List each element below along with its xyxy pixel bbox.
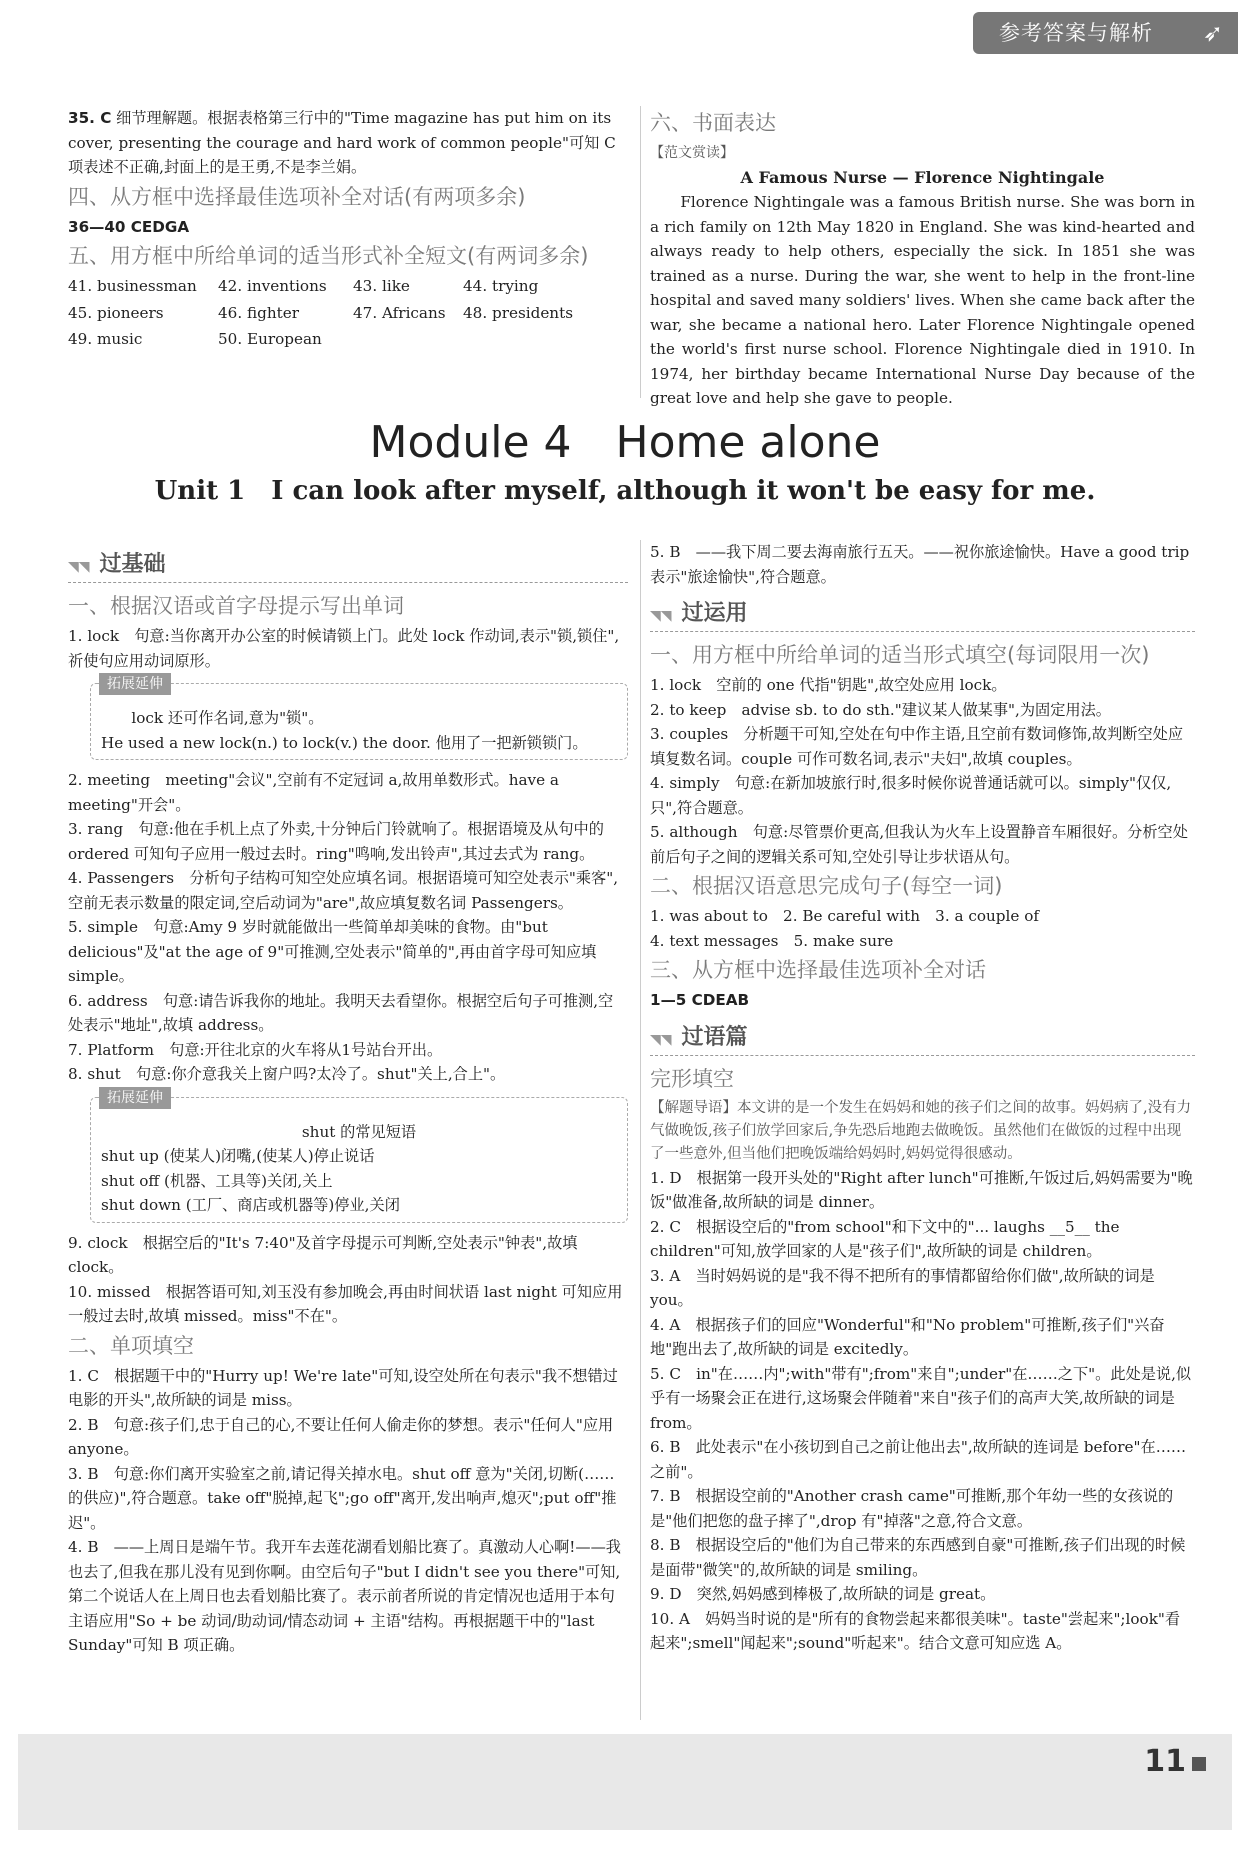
answer-item: 2. to keep advise sb. to do sth."建议某人做某事",为固定用法。 (650, 700, 1111, 719)
section-5-heading: 五、用方框中所给单词的适当形式补全短文(有两词多余) (68, 244, 589, 268)
extension-box (90, 676, 628, 760)
extension-box (90, 1089, 628, 1223)
answer-item: 3. A 当时妈妈说的是"我不得不把所有的事情都留给你们做",故所缺的词是 you。 (650, 1266, 1155, 1309)
chevron-icon: ◥◥ (68, 559, 90, 575)
chevron-icon: ◥◥ (650, 608, 672, 624)
answer-36-40: 36—40 CEDGA (68, 217, 190, 236)
extension-line: shut up (使某人)闭嘴,(使某人)停止说话 (101, 1147, 375, 1165)
answer-item: 3. rang 句意:他在手机上点了外卖,十分钟后门铃就响了。根据语境及从句中的 ordered 可知句子应用一般过去时。ring"鸣响,发出铃声",其过去式为 rang。 (68, 820, 604, 863)
column-divider (640, 540, 641, 1720)
answer-item: 4. A 根据孩子们的回应"Wonderful"和"No problem"可推断,孩子们"兴奋地"跑出去了,故所缺的词是 excitedly。 (650, 1315, 1165, 1358)
answer-item: 4. simply 句意:在新加坡旅行时,很多时候你说普通话就可以。simply"仅仅,只",符合题意。 (650, 774, 1172, 817)
answer-item: 2. meeting meeting"会议",空前有不定冠词 a,故用单数形式。have a meeting"开会"。 (68, 771, 559, 814)
extension-line: shut off (机器、工具等)关闭,关上 (101, 1171, 333, 1190)
word-answer: 46. fighter (218, 303, 299, 322)
page-number: 11 (1144, 1744, 1206, 1779)
chevron-icon: ◥◥ (650, 1031, 672, 1048)
model-essay-tag: 【范文赏读】 (650, 145, 734, 161)
answer-item: 10. A 妈妈当时说的是"所有的食物尝起来都很美味"。taste"尝起来";look"看起来";smell"闻起来";sound"听起来"。结合文意可知应选 A。 (650, 1609, 1181, 1652)
main-right-column (650, 540, 1195, 1656)
answer-item: 1. was about to 2. Be careful with 3. a couple of (650, 907, 1039, 925)
answer-item: 5. simple 句意:Amy 9 岁时就能做出一些简单却美味的食物。由"but delicious"及"at the age of 9"可推测,空处表示"简单的",再由首字母可知应填 simple。 (68, 918, 597, 985)
answer-item: 6. B 此处表示"在小孩切到自己之前让他出去",故所缺的连词是 before"在……之前"。 (650, 1438, 1187, 1481)
answer-item: 7. Platform 句意:开往北京的火车将从1号站台开出。 (68, 1040, 443, 1059)
answer-item: 1. lock 句意:当你离开办公室的时候请锁上门。此处 lock 作动词,表示"锁,锁住",祈使句应用动词原形。 (68, 627, 620, 670)
column-divider (640, 106, 641, 398)
answer-item: 10. missed 根据答语可知,刘玉没有参加晚会,再由时间状语 last night 可知应用一般过去时,故填 missed。miss"不在"。 (68, 1282, 623, 1325)
answer-item: 2. C 根据设空后的"from school"和下文中的"... laughs __5__ the children"可知,放学回家的人是"孩子们",故所缺的词是 children。 (650, 1217, 1120, 1260)
extension-tag: 拓展延伸 (99, 1087, 171, 1109)
essay-body: Florence Nightingale was a famous British nurse. She was born in a rich family on 12th May 1820 in England. She was kind-hearted and always ready to help others, especially the sick. In 1851 she was trained as a nurse. During the war, she went to help in the front-line hospital and saved many soldiers' lives. When she came back after the war, she became a national hero. Later Florence Nightingale opened the world's first nurse school. Florence Nightingale died in 1910. In 1974, her birthday became International Nurse Day because of the great love and help she gave to people. (650, 193, 1195, 407)
section-2-heading: 二、单项填空 (68, 1333, 194, 1358)
extension-line: shut down (工厂、商店或机器等)停业,关闭 (101, 1196, 400, 1214)
answer-item: 5. although 句意:尽管票价更高,但我认为火车上设置静音车厢很好。分析空处前后句子之间的逻辑关系可知,空处引导让步状语从句。 (650, 823, 1188, 866)
word-answer: 41. businessman (68, 277, 197, 295)
section-heading: 二、根据汉语意思完成句子(每空一词) (650, 874, 1003, 898)
extension-line: lock 还可作名词,意为"锁"。 (131, 709, 324, 727)
extension-line: He used a new lock(n.) to lock(v.) the door. 他用了一把新锁锁门。 (101, 733, 588, 752)
answer-item: 4. text messages 5. make sure (650, 931, 894, 950)
answer-item: 6. address 句意:请告诉我你的地址。我明天去看望你。根据空后句子可推测,空处表示"地址",故填 address。 (68, 991, 614, 1034)
answer-item: 2. B 句意:孩子们,忠于自己的心,不要让任何人偷走你的梦想。表示"任何人"应用 anyone。 (68, 1415, 614, 1458)
answer-item: 1. C 根据题干中的"Hurry up! We're late"可知,设空处所在句表示"我不想错过电影的开头",故所缺的词是 miss。 (68, 1366, 618, 1409)
word-answer: 44. trying (463, 277, 539, 295)
top-left-column (68, 106, 628, 352)
answer-item: 5. B ——我下周二要去海南旅行五天。——祝你旅途愉快。Have a good trip 表示"旅途愉快",符合题意。 (650, 543, 1190, 586)
badge-application: ◥◥ 过运用 (650, 599, 1195, 632)
top-right-column (650, 106, 1195, 411)
module-title: Module 4 Home alone (369, 417, 881, 468)
word-answers-grid (68, 274, 628, 352)
word-answer: 43. like (353, 277, 410, 295)
answer-item: 1. lock 空前的 one 代指"钥匙",故空处应用 lock。 (650, 676, 1007, 694)
footer-band (18, 1734, 1232, 1830)
answer-item: 1. D 根据第一段开头处的"Right after lunch"可推断,午饭过后,妈妈需要为"晚饭"做准备,故所缺的词是 dinner。 (650, 1168, 1193, 1211)
word-answer: 45. pioneers (68, 303, 164, 322)
word-answer: 49. music (68, 330, 143, 348)
badge-passage: ◥◥ 过语篇 (650, 1023, 1195, 1056)
rocket-icon: ➶ (1202, 19, 1224, 47)
answer-item: 1—5 CDEAB (650, 991, 750, 1009)
word-answer: 47. Africans (353, 303, 446, 322)
answer-item: 8. B 根据设空后的"他们为自己带来的东西感到自豪"可推断,孩子们出现的时候是面带"微笑"的,故所缺的词是 smiling。 (650, 1536, 1186, 1579)
answer-item: 8. shut 句意:你介意我关上窗户吗?太冷了。shut"关上,合上"。 (68, 1065, 506, 1083)
answer-35: 35. C 细节理解题。根据表格第三行中的"Time magazine has put him on its cover, presenting the courage and hard work of common people"可知 C 项表述不正确,封面上的是王勇,不是李兰娟。 (68, 109, 616, 176)
header-label: 参考答案与解析 (999, 21, 1153, 45)
word-answer: 50. European (218, 330, 322, 348)
essay-title: A Famous Nurse — Florence Nightingale (740, 167, 1105, 187)
section-heading: 三、从方框中选择最佳选项补全对话 (650, 958, 986, 982)
section-heading: 完形填空 (650, 1066, 734, 1091)
answer-item: 4. Passengers 分析句子结构可知空处应填名词。根据语境可知空处表示"乘客",空前无表示数量的限定词,空后动词为"are",故应填复数名词 Passengers。 (68, 869, 619, 912)
unit-title: Unit 1 I can look after myself, although it won't be easy for me. (154, 476, 1096, 506)
badge-basics: ◥◥ 过基础 (68, 550, 628, 583)
answer-item: 9. clock 根据空后的"It's 7:40"及首字母提示可判断,空处表示"钟表",故填 clock。 (68, 1233, 578, 1276)
section-4-heading: 四、从方框中选择最佳选项补全对话(有两项多余) (68, 184, 526, 209)
passage-guide: 【解题导语】本文讲的是一个发生在妈妈和她的孩子们之间的故事。妈妈病了,没有力气做晚饭,孩子们放学回家后,争先恐后地跑去做晚饭。虽然他们在做饭的过程中出现了一些意外,但当他们把晚饭端给妈妈时,妈妈觉得很感动。 (650, 1099, 1192, 1162)
main-left-column (68, 540, 628, 1658)
answer-item: 5. C in"在……内";with"带有";from"来自";under"在……之下"。此处是说,似乎有一场聚会正在进行,这场聚会伴随着"来自"孩子们的高声大笑,故所缺的词是 from。 (650, 1364, 1192, 1432)
answer-item: 4. B ——上周日是端午节。我开车去莲花湖看划船比赛了。真激动人心啊!——我也去了,但我在那儿没有见到你啊。由空后句子"but I didn't see you there"可知,第二个说话人在上周日也去看划船比赛了。表示前者所说的肯定情况也适用于本句主语应用"So + be 动词/助动词/情态动词 + 主语"结构。再根据题干中的"last Sunday"可知 B 项正确。 (68, 1538, 621, 1654)
section-heading: 一、用方框中所给单词的适当形式填空(每词限用一次) (650, 643, 1150, 667)
answer-item: 3. B 句意:你们离开实验室之前,请记得关掉水电。shut off 意为"关闭,切断(……的供应)",符合题意。take off"脱掉,起飞";go off"离开,发出响声,熄灭";put off"推迟"。 (68, 1464, 617, 1532)
section-header-tab (973, 12, 1238, 54)
square-icon (1192, 1757, 1206, 1771)
extension-title: shut 的常见短语 (301, 1122, 417, 1141)
answer-item: 9. D 突然,妈妈感到棒极了,故所缺的词是 great。 (650, 1585, 996, 1603)
answer-item: 7. B 根据设空前的"Another crash came"可推断,那个年幼一些的女孩说的是"他们把您的盘子摔了",drop 有"掉落"之意,符合文意。 (650, 1487, 1174, 1530)
section-6-heading: 六、书面表达 (650, 111, 776, 135)
word-answer: 42. inventions (218, 277, 327, 295)
answer-item: 3. couples 分析题干可知,空处在句中作主语,且空前有数词修饰,故判断空处应填复数名词。couple 可作可数名词,表示"夫妇",故填 couples。 (650, 725, 1184, 768)
section-1-heading: 一、根据汉语或首字母提示写出单词 (68, 594, 404, 618)
word-answer: 48. presidents (463, 303, 573, 322)
extension-tag: 拓展延伸 (99, 673, 171, 695)
